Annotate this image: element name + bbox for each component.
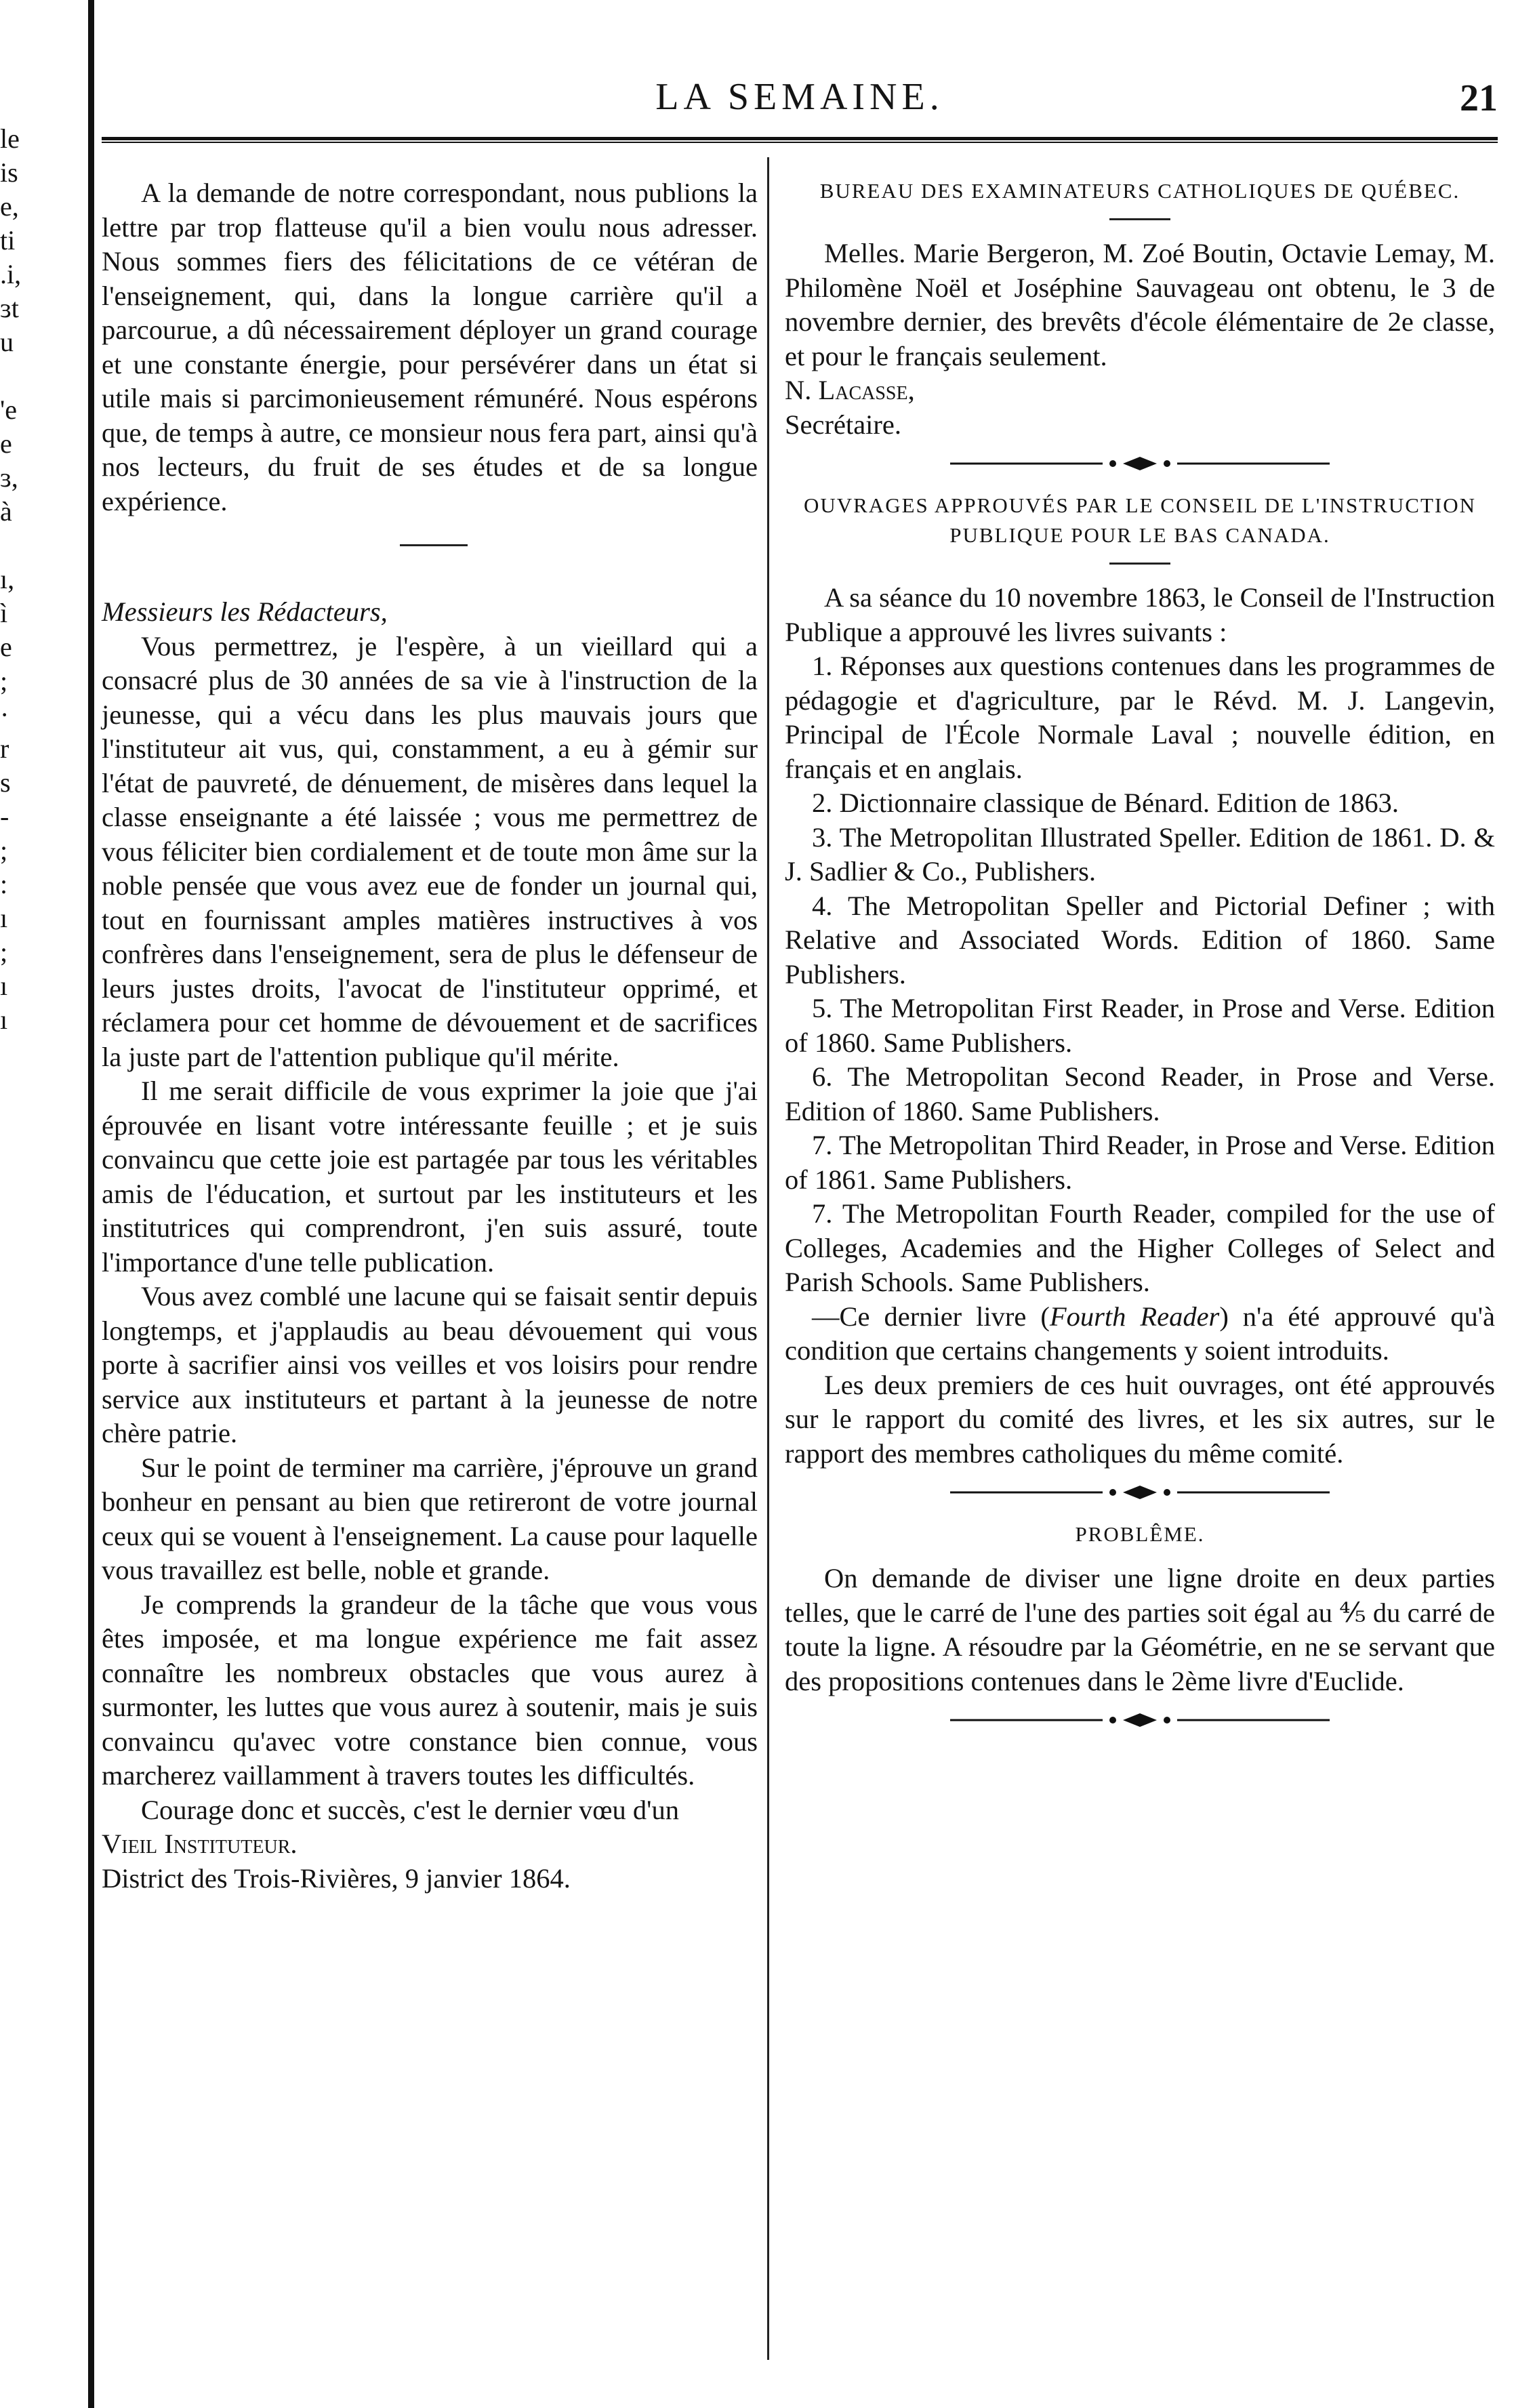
note-suffix: ) n'a été approuvé qu'à condition que certains changements y soient introduits. — [785, 1301, 1495, 1366]
margin-fragment: ; — [0, 835, 8, 865]
ouvrages-section — [785, 491, 1495, 1471]
book-list-item: 4. The Metropolitan Speller and Pictorial Definer ; with Relative and Associated Words. Edition of 1860. Same Publishers. — [785, 890, 1495, 989]
ornament-divider-1 — [950, 455, 1330, 472]
margin-fragment — [0, 359, 41, 393]
bureau-heading: BUREAU DES EXAMINATEURS CATHOLIQUES DE QUÉBEC. — [819, 179, 1460, 203]
letter-paragraph: Il me serait difficile de vous exprimer la joie que j'ai éprouvée en lisant votre intéressante feuille ; et je suis convaincu que cette joie est partagée par tous les véritables amis de l'éducation, et surtout par les instituteurs et les institutrices qui comprendront, j'en suis assuré, toute l'importance d'une telle publication. — [102, 1076, 758, 1278]
margin-fragment: ɜt — [0, 293, 19, 323]
bureau-signature-title: Secrétaire. — [785, 409, 902, 440]
note-prefix: —Ce dernier livre ( — [812, 1301, 1050, 1332]
letter-signature: Vieil Instituteur. — [102, 1829, 298, 1859]
margin-fragment: - — [0, 801, 9, 832]
margin-fragment: r — [0, 733, 9, 764]
letter-paragraph: Vous avez comblé une lacune qui se faisait sentir depuis longtemps, et j'applaudis au beau dévouement qui vous porte à sacrifier ainsi vos veilles et vos loisirs pour rendre service aux instituteurs et partant à la jeunesse de notre chère patrie. — [102, 1281, 758, 1448]
margin-fragment — [0, 529, 41, 563]
letter-paragraph: Je comprends la grandeur de la tâche que vous vous êtes imposée, et ma longue expérience me fait assez connaître les nombreux obstacles que vous aurez à surmonter, les luttes que vous aurez à soutenir, mais je suis convaincu qu'avec votre constance bien connue, vous marcherez vaillamment à travers toutes les difficultés. — [102, 1589, 758, 1791]
margin-fragment: le — [0, 123, 20, 154]
margin-fragment: à — [0, 496, 12, 527]
ouvrages-closing: Les deux premiers de ces huit ouvrages, ont été approuvés sur le rapport du comité des livres, et les six autres, sur le rapport des membres catholiques du même comité. — [785, 1369, 1495, 1469]
ouvrages-note — [785, 1300, 1495, 1368]
right-column — [785, 176, 1495, 1747]
probleme-text — [785, 1562, 1495, 1698]
ouvrages-heading: OUVRAGES APPROUVÉS PAR LE CONSEIL DE L'INSTRUCTION PUBLIQUE POUR LE BAS CANADA. — [803, 493, 1477, 547]
margin-fragment: ı — [0, 1004, 8, 1035]
ornament-divider-3 — [950, 1712, 1330, 1728]
column-divider — [767, 157, 769, 2360]
book-list-item: 7. The Metropolitan Third Reader, in Prose and Verse. Edition of 1861. Same Publishers. — [785, 1130, 1495, 1195]
probleme-heading: PROBLÊME. — [1075, 1522, 1205, 1546]
section-dash — [400, 544, 468, 546]
book-list-item: 2. Dictionnaire classique de Bénard. Edition de 1863. — [812, 788, 1399, 818]
margin-bleed-through — [0, 122, 41, 1037]
margin-fragment: ; — [0, 666, 8, 696]
letter-dateline: District des Trois-Rivières, 9 janvier 1864. — [102, 1862, 571, 1894]
bureau-signature: N. Lacasse, — [785, 375, 915, 405]
book-list-item: 3. The Metropolitan Illustrated Speller. Edition de 1861. D. & J. Sadlier & Co., Publishers. — [785, 821, 1495, 886]
letter-paragraph: Vous permettrez, je l'espère, à un vieillard qui a consacré plus de 30 années de sa vie à l'instruction de la jeunesse, qui a vécu dans les plus mauvais jours que l'instituteur ait vus, qui, constamment, a eu à gémir sur l'état de pauvreté, de dénuement, de misères dans lequel la classe enseignante a été laissée ; vous me permettrez de vous féliciter bien cordialement et de toute mon âme sur la noble pensée que vous avez eue de fonder un journal qui, tout en fournissant amples matières instructives à vos confrères dans l'enseignement, sera de plus le défenseur de leurs justes droits, l'avocat de l'instituteur opprimé, et réclamera pour cet homme de dévouement et de sacrifices la juste part de l'attention publique qu'il mérite. — [102, 630, 758, 1072]
editorial-intro: A la demande de notre correspondant, nous publions la lettre par trop flatteuse qu'il a bien voulu nous adresser. Nous sommes fiers des félicitations de ce vétéran de l'enseignement, qui, dans la longue carrière qu'il a parcourue, a dû nécessairement déployer un grand courage et une constante énergie, pour persévérer dans un état si utile mais si parcimonieusement rémunéré. Nous espérons que, de temps à autre, ce monsieur nous fera part, ainsi qu'à nos lecteurs, du fruit de ses études et de sa longue expérience. — [102, 178, 758, 516]
letter-salutation: Messieurs les Rédacteurs, — [102, 596, 388, 627]
heading-rule — [1109, 563, 1170, 565]
heading-rule — [1109, 218, 1170, 220]
margin-fragment: .i, — [0, 259, 22, 289]
margin-fragment: ti — [0, 225, 16, 256]
margin-fragment: : — [0, 869, 8, 899]
margin-fragment: u — [0, 327, 14, 357]
letter-paragraph: Sur le point de terminer ma carrière, j'éprouve un grand bonheur en pensant au bien que retireront de votre journal ceux qui se vouent à l'enseignement. La cause pour laquelle vous travaillez est belle, noble et grande. — [102, 1452, 758, 1585]
probleme-text-before: On demande de diviser une ligne droite en deux parties telles, que le carré de l'une des parties soit égal au — [785, 1563, 1495, 1628]
bureau-section — [785, 176, 1495, 442]
left-column — [102, 176, 758, 1896]
margin-fragment: ; — [0, 937, 8, 967]
header-double-rule — [102, 137, 1498, 143]
margin-fragment: · — [0, 699, 9, 730]
running-title: LA SEMAINE. — [655, 76, 944, 118]
page-header — [102, 73, 1498, 127]
margin-fragment: ì — [0, 598, 8, 628]
margin-fragment: 'e — [0, 394, 17, 425]
book-list-item: 1. Réponses aux questions contenues dans les programmes de pédagogie et d'agriculture, par le Révd. M. J. Langevin, Principal de l'École Normale Laval ; nouvelle édition, en français et en anglais. — [785, 651, 1495, 784]
margin-fragment: is — [0, 157, 18, 188]
book-list-item: 6. The Metropolitan Second Reader, in Prose and Verse. Edition of 1860. Same Publishers. — [785, 1061, 1495, 1126]
margin-fragment: e — [0, 428, 12, 459]
book-list-item: 7. The Metropolitan Fourth Reader, compiled for the use of Colleges, Academies and the Higher Colleges of Select and Parish Schools. Same Publishers. — [785, 1198, 1495, 1297]
probleme-fraction: ⅘ — [1339, 1597, 1366, 1628]
probleme-section — [785, 1519, 1495, 1698]
note-italic-title: Fourth Reader — [1049, 1301, 1220, 1332]
bureau-text: Melles. Marie Bergeron, M. Zoé Boutin, Octavie Lemay, M. Philomène Noël et Joséphine Sauvageau ont obtenu, le 3 de novembre dernier, des brevêts d'école élémentaire de 2e classe, et pour le français seulement. — [785, 238, 1495, 371]
margin-fragment: ı — [0, 903, 8, 933]
margin-fragment: ı — [0, 971, 8, 1001]
book-list-item: 5. The Metropolitan First Reader, in Prose and Verse. Edition of 1860. Same Publishers. — [785, 993, 1495, 1058]
margin-fragment: s — [0, 767, 11, 798]
letter-paragraph: Courage donc et succès, c'est le dernier vœu d'un — [141, 1794, 679, 1825]
letter-body — [102, 630, 758, 1828]
margin-fragment: e — [0, 632, 12, 662]
probleme-text-after: du carré de toute la ligne. A résoudre par la Géométrie, en ne se servant que des propositions contenues dans le 2ème livre d'Euclide. — [785, 1597, 1495, 1696]
ornament-divider-2 — [950, 1484, 1330, 1501]
page-number: 21 — [1460, 77, 1498, 119]
margin-fragment: ı, — [0, 564, 15, 594]
binding-spine — [88, 0, 94, 2408]
margin-fragment: e, — [0, 191, 19, 222]
margin-fragment: ɜ, — [0, 462, 18, 493]
ouvrages-intro: A sa séance du 10 novembre 1863, le Conseil de l'Instruction Publique a approuvé les livres suivants : — [785, 582, 1495, 647]
